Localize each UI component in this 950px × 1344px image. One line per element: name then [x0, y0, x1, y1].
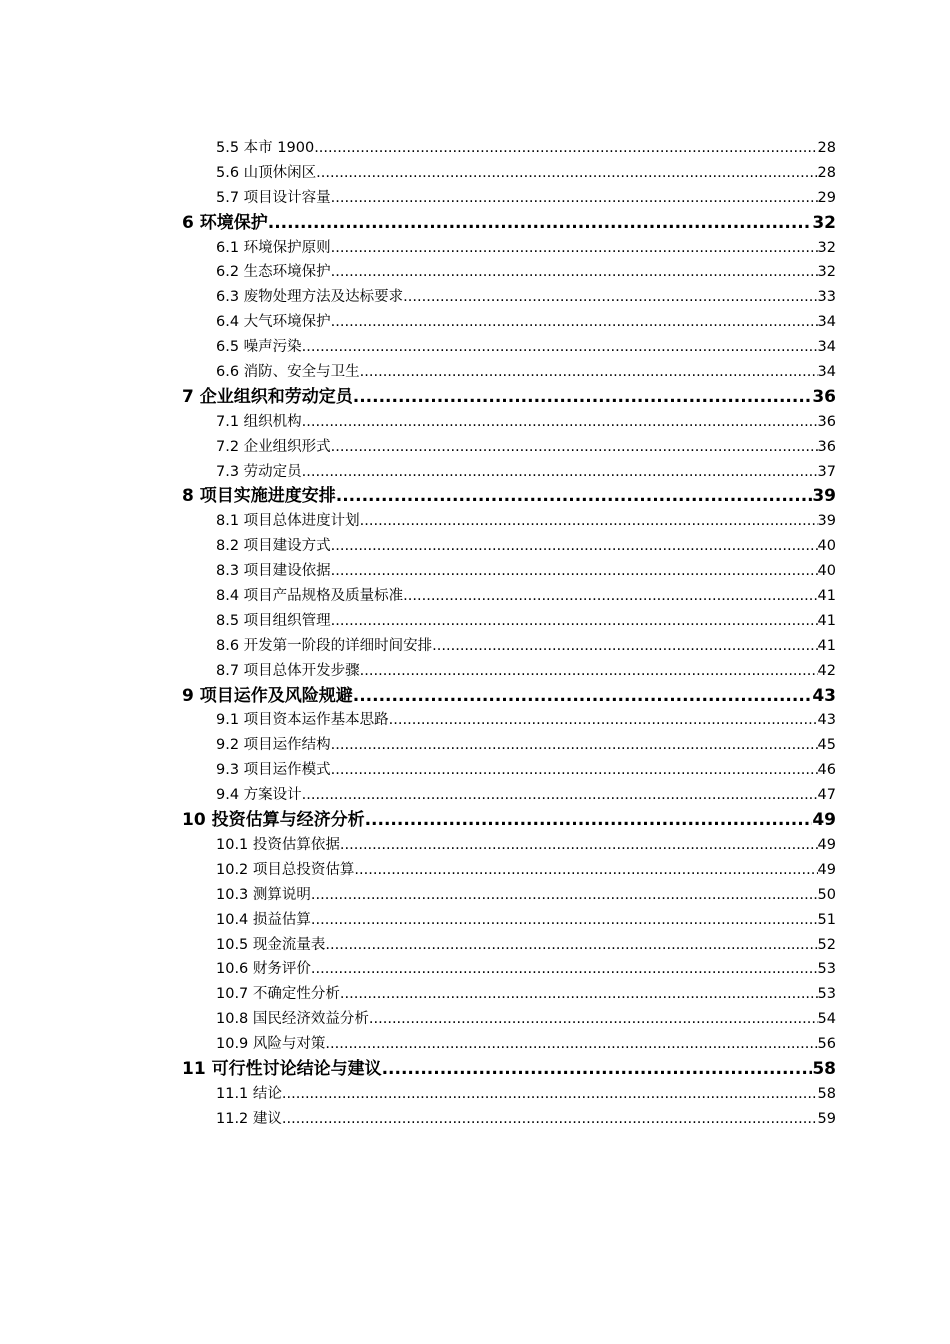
toc-dot-leader [282, 1082, 818, 1107]
toc-entry-title: 9.3 项目运作模式 [216, 762, 331, 779]
toc-page-number: 40 [817, 538, 836, 555]
toc-entry-title: 6 环境保护 [182, 212, 268, 233]
toc-page-number: 28 [817, 140, 836, 156]
toc-page-number: 39 [817, 513, 836, 530]
toc-dot-leader [389, 708, 818, 733]
toc-entry-title: 6.4 大气环境保护 [216, 314, 331, 331]
table-of-contents [0, 136, 950, 1132]
toc-dot-leader [331, 435, 818, 460]
toc-entry-title: 10.1 投资估算依据 [216, 836, 340, 853]
toc-section-entry[interactable] [0, 1107, 836, 1132]
toc-section-entry[interactable] [0, 609, 836, 634]
toc-page-number: 34 [817, 364, 836, 381]
toc-dot-leader [360, 509, 818, 534]
toc-entry-title: 11.1 结论 [216, 1085, 282, 1102]
toc-section-entry[interactable] [0, 236, 836, 261]
toc-entry-title: 7.1 组织机构 [216, 413, 302, 430]
toc-section-entry[interactable] [0, 908, 836, 933]
toc-dot-leader [354, 858, 817, 883]
toc-page-number: 51 [817, 911, 836, 928]
toc-dot-leader [302, 460, 818, 485]
toc-page-number: 59 [817, 1110, 836, 1127]
toc-entry-title: 9.4 方案设计 [216, 787, 302, 804]
toc-section-entry[interactable] [0, 360, 836, 385]
toc-entry-title: 8.5 项目组织管理 [216, 612, 331, 629]
toc-entry-title: 11.2 建议 [216, 1110, 282, 1127]
toc-page-number: 36 [817, 413, 836, 430]
toc-page-number: 32 [812, 212, 836, 233]
toc-section-entry[interactable] [0, 883, 836, 908]
toc-entry-title: 9 项目运作及风险规避 [182, 685, 353, 706]
toc-page-number: 47 [817, 787, 836, 804]
toc-dot-leader [403, 285, 817, 310]
toc-entry-title: 8.1 项目总体进度计划 [216, 513, 360, 530]
toc-entry-title: 10 投资估算与经济分析 [182, 810, 365, 831]
toc-entry-title: 10.2 项目总投资估算 [216, 861, 355, 878]
toc-section-entry[interactable] [0, 136, 836, 161]
toc-page-number: 28 [817, 164, 836, 181]
toc-dot-leader [311, 908, 818, 933]
toc-dot-leader [432, 634, 817, 659]
toc-page-number: 36 [817, 438, 836, 455]
toc-section-entry[interactable] [0, 1007, 836, 1032]
toc-entry-title: 6.5 噪声污染 [216, 339, 302, 356]
toc-dot-leader [369, 1007, 818, 1032]
toc-page-number: 43 [812, 685, 836, 706]
toc-entry-title: 6.6 消防、安全与卫生 [216, 364, 360, 381]
toc-dot-leader [331, 559, 818, 584]
toc-dot-leader [340, 833, 818, 858]
toc-page-number: 33 [817, 289, 836, 306]
toc-dot-leader [403, 584, 817, 609]
toc-page-number: 50 [817, 886, 836, 903]
toc-dot-leader [311, 883, 818, 908]
toc-section-entry[interactable] [0, 1032, 836, 1057]
toc-page-number: 40 [817, 563, 836, 580]
toc-section-entry[interactable] [0, 460, 836, 485]
toc-page-number: 45 [817, 737, 836, 754]
toc-page-number: 58 [817, 1085, 836, 1102]
toc-section-entry[interactable] [0, 260, 836, 285]
toc-page-number: 36 [812, 386, 836, 407]
toc-chapter-entry[interactable] [0, 808, 836, 833]
toc-chapter-entry[interactable] [0, 385, 836, 410]
toc-page-number: 41 [817, 588, 836, 605]
toc-dot-leader [360, 659, 818, 684]
toc-chapter-entry[interactable] [0, 484, 836, 509]
toc-entry-title: 7 企业组织和劳动定员 [182, 386, 353, 407]
toc-page-number: 39 [812, 486, 836, 507]
toc-page-number: 42 [817, 662, 836, 679]
toc-section-entry[interactable] [0, 1082, 836, 1107]
toc-entry-title: 10.8 国民经济效益分析 [216, 1011, 369, 1028]
toc-page-number: 32 [817, 264, 836, 281]
toc-section-entry[interactable] [0, 509, 836, 534]
toc-section-entry[interactable] [0, 584, 836, 609]
toc-section-entry[interactable] [0, 335, 836, 360]
toc-entry-title: 8.7 项目总体开发步骤 [216, 662, 360, 679]
toc-section-entry[interactable] [0, 982, 836, 1007]
toc-entry-title: 8 项目实施进度安排 [182, 486, 336, 507]
toc-page-number: 49 [812, 810, 836, 831]
toc-dot-leader [353, 684, 813, 709]
toc-entry-title: 9.1 项目资本运作基本思路 [216, 712, 389, 729]
toc-section-entry[interactable] [0, 659, 836, 684]
toc-page-number: 43 [817, 712, 836, 729]
toc-page-number: 53 [817, 961, 836, 978]
toc-page-number: 53 [817, 986, 836, 1003]
toc-dot-leader [325, 1032, 817, 1057]
toc-dot-leader [331, 186, 818, 211]
toc-dot-leader [331, 758, 818, 783]
toc-entry-title: 7.3 劳动定员 [216, 463, 302, 480]
toc-entry-title: 10.3 测算说明 [216, 886, 311, 903]
toc-section-entry[interactable] [0, 634, 836, 659]
toc-page-number: 29 [817, 189, 836, 206]
toc-entry-title: 5.5 本市 1900 [216, 140, 315, 156]
toc-section-entry[interactable] [0, 285, 836, 310]
toc-entry-title: 5.7 项目设计容量 [216, 189, 331, 206]
toc-dot-leader [302, 335, 818, 360]
toc-section-entry[interactable] [0, 161, 836, 186]
toc-page-number: 41 [817, 612, 836, 629]
toc-page-number: 49 [817, 861, 836, 878]
toc-section-entry[interactable] [0, 186, 836, 211]
toc-dot-leader [316, 161, 817, 186]
toc-dot-leader [331, 260, 818, 285]
toc-entry-title: 10.5 现金流量表 [216, 936, 326, 953]
toc-page-number: 34 [817, 314, 836, 331]
toc-dot-leader [331, 236, 818, 261]
toc-dot-leader [314, 136, 817, 161]
toc-page-number: 54 [817, 1011, 836, 1028]
toc-chapter-entry[interactable] [0, 684, 836, 709]
toc-section-entry[interactable] [0, 833, 836, 858]
toc-page-number: 58 [812, 1058, 836, 1079]
toc-entry-title: 10.6 财务评价 [216, 961, 311, 978]
toc-entry-title: 6.2 生态环境保护 [216, 264, 331, 281]
toc-entry-title: 8.6 开发第一阶段的详细时间安排 [216, 637, 433, 654]
toc-dot-leader [282, 1107, 818, 1132]
toc-section-entry[interactable] [0, 758, 836, 783]
toc-entry-title: 10.7 不确定性分析 [216, 986, 340, 1003]
toc-section-entry[interactable] [0, 858, 836, 883]
toc-dot-leader [336, 484, 813, 509]
toc-chapter-entry[interactable] [0, 211, 836, 236]
toc-dot-leader [311, 957, 818, 982]
toc-page-number: 32 [817, 239, 836, 256]
toc-page-number: 34 [817, 339, 836, 356]
toc-entry-title: 6.1 环境保护原则 [216, 239, 331, 256]
toc-section-entry[interactable] [0, 783, 836, 808]
toc-entry-title: 10.9 风险与对策 [216, 1036, 326, 1053]
toc-page-number: 37 [817, 463, 836, 480]
toc-section-entry[interactable] [0, 733, 836, 758]
toc-entry-title: 5.6 山顶休闲区 [216, 164, 317, 181]
toc-entry-title: 7.2 企业组织形式 [216, 438, 331, 455]
toc-dot-leader [365, 808, 813, 833]
toc-entry-title: 10.4 损益估算 [216, 911, 311, 928]
toc-section-entry[interactable] [0, 310, 836, 335]
toc-dot-leader [340, 982, 818, 1007]
toc-section-entry[interactable] [0, 957, 836, 982]
toc-entry-title: 6.3 废物处理方法及达标要求 [216, 289, 404, 306]
toc-section-entry[interactable] [0, 435, 836, 460]
toc-dot-leader [382, 1057, 813, 1082]
toc-dot-leader [331, 733, 818, 758]
toc-dot-leader [331, 609, 818, 634]
toc-dot-leader [325, 933, 817, 958]
toc-entry-title: 8.4 项目产品规格及质量标准 [216, 588, 404, 605]
toc-page-number: 49 [817, 836, 836, 853]
toc-dot-leader [331, 534, 818, 559]
toc-dot-leader [302, 410, 818, 435]
toc-section-entry[interactable] [0, 410, 836, 435]
toc-section-entry[interactable] [0, 933, 836, 958]
toc-page-number: 52 [817, 936, 836, 953]
toc-dot-leader [360, 360, 818, 385]
toc-page-number: 56 [817, 1036, 836, 1053]
toc-dot-leader [353, 385, 813, 410]
toc-entry-title: 9.2 项目运作结构 [216, 737, 331, 754]
toc-entry-title: 8.3 项目建设依据 [216, 563, 331, 580]
toc-dot-leader [268, 211, 813, 236]
toc-page-number: 46 [817, 762, 836, 779]
toc-section-entry[interactable] [0, 559, 836, 584]
toc-dot-leader [302, 783, 818, 808]
toc-chapter-entry[interactable] [0, 1057, 836, 1082]
toc-entry-title: 8.2 项目建设方式 [216, 538, 331, 555]
toc-entry-title: 11 可行性讨论结论与建议 [182, 1058, 382, 1079]
toc-section-entry[interactable] [0, 708, 836, 733]
toc-section-entry[interactable] [0, 534, 836, 559]
toc-page-number: 41 [817, 637, 836, 654]
toc-dot-leader [331, 310, 818, 335]
